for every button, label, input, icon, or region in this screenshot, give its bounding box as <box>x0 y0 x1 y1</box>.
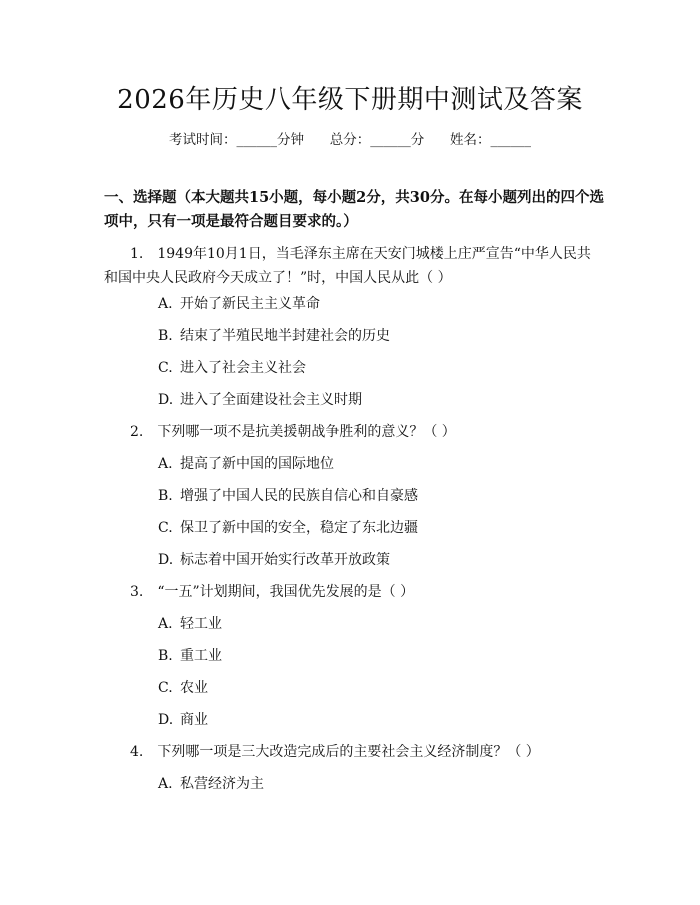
option-2c <box>158 516 598 540</box>
question-4 <box>104 740 604 764</box>
option-letter: B. <box>158 328 173 344</box>
option-2d <box>158 548 598 572</box>
option-text: 结束了半殖民地半封建社会的历史 <box>180 328 390 344</box>
option-4a <box>158 772 598 796</box>
option-text: 农业 <box>180 680 208 696</box>
option-letter: D. <box>158 712 174 728</box>
option-letter: C. <box>158 520 173 536</box>
option-letter: A. <box>158 456 173 472</box>
option-3b <box>158 644 598 668</box>
option-letter: C. <box>158 680 173 696</box>
option-text: 标志着中国开始实行改革开放政策 <box>180 552 390 568</box>
option-text: 重工业 <box>180 648 222 664</box>
question-number: 2. <box>130 424 144 440</box>
option-letter: A. <box>158 296 173 312</box>
question-text: “一五”计划期间，我国优先发展的是（ ） <box>157 584 415 600</box>
exam-meta-line: 考试时间：______分钟 总分：______分 姓名：______ <box>169 132 531 148</box>
option-letter: D. <box>158 552 174 568</box>
question-2 <box>104 420 604 444</box>
question-text: 下列哪一项不是抗美援朝战争胜利的意义？（ ） <box>157 424 456 440</box>
option-3c <box>158 676 598 700</box>
option-letter: B. <box>158 488 173 504</box>
option-3a <box>158 612 598 636</box>
option-2b <box>158 484 598 508</box>
document-title: 2026年历史八年级下册期中测试及答案 <box>117 85 583 115</box>
option-text: 进入了社会主义社会 <box>180 360 306 376</box>
question-number: 4. <box>130 744 144 760</box>
question-text: 下列哪一项是三大改造完成后的主要社会主义经济制度？（ ） <box>157 744 540 760</box>
question-number: 1. <box>130 246 144 262</box>
option-text: 开始了新民主主义革命 <box>180 296 320 312</box>
option-text: 保卫了新中国的安全，稳定了东北边疆 <box>180 520 418 536</box>
question-1 <box>104 242 604 290</box>
question-3 <box>104 580 604 604</box>
option-text: 商业 <box>180 712 208 728</box>
question-text: 1. 1949年10月1日，当毛泽东主席在天安门城楼上庄严宣告“中华人民共和国中央人民政府今天成立了！”时，中国人民从此（ ） <box>104 246 591 286</box>
option-letter: A. <box>158 616 173 632</box>
option-text: 增强了中国人民的民族自信心和自豪感 <box>180 488 418 504</box>
option-letter: C. <box>158 360 173 376</box>
option-letter: B. <box>158 648 173 664</box>
section-heading: 一、选择题（本大题共15小题，每小题2分，共30分。在每小题列出的四个选项中，只有一项是最符合题目要求的。） <box>104 189 604 230</box>
option-text: 提高了新中国的国际地位 <box>180 456 334 472</box>
option-text: 私营经济为主 <box>180 776 264 792</box>
option-letter: D. <box>158 392 174 408</box>
option-1c <box>158 356 598 380</box>
option-text: 进入了全面建设社会主义时期 <box>180 392 362 408</box>
option-letter: A. <box>158 776 173 792</box>
option-text: 轻工业 <box>180 616 222 632</box>
option-1d <box>158 388 598 412</box>
option-2a <box>158 452 598 476</box>
question-number: 3. <box>130 584 144 600</box>
option-1b <box>158 324 598 348</box>
option-3d <box>158 708 598 732</box>
option-1a <box>158 292 598 316</box>
